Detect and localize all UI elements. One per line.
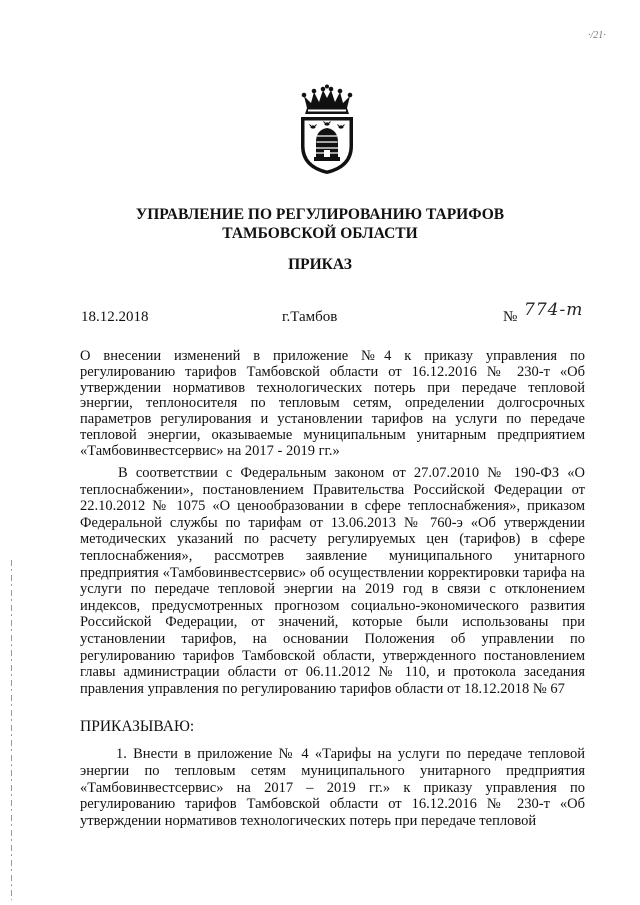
order-preamble: В соответствии с Федеральным законом от 27.07.2010 № 190-ФЗ «О теплоснабжении», постановлением Правительства Российской Федерации от 22.10.2012 № 1075 «О ценообразовании в сфере теплоснабжения», приказом Федеральной службы по тарифам от 13.06.2013 № 760-э «Об утверждении методических указаний по расчету регулируемых цен (тарифов) в сфере теплоснабжения», рассмотрев заявление муниципального унитарного предприятия «Тамбовинвестсервис» об осуществлении корректировки тарифа на услуги по передаче тепловой энергии на 2019 год в связи с отклонением индексов, предусмотренных прогнозом социально-экономического развития Российской Федерации, от значений, которые были использованы при установлении тарифов, на основании Положения об управлении по регулированию тарифов Тамбовской области, утвержденного постановлением главы администрации области от 06.11.2012 № 110, и протокола заседания правления управления по регулированию тарифов области от 18.12.2018 № 67 <box>80 465 585 697</box>
order-subject: О внесении изменений в приложение №4 к приказу управления по регулированию тарифов Тамбовской области от 16.12.2016 № 230-т «Об утверждении нормативов технологических потерь при передаче тепловой энергии, теплоносителя по тепловым сетям, определении долгосрочных параметров регулирования и установлении тарифов на услуги по передаче тепловой энергии, оказываемые муниципальным унитарным предприятием «Тамбовинвестсервис» на 2017 - 2019 гг.» <box>80 348 585 459</box>
order-city: г.Тамбов <box>282 309 338 325</box>
scan-edge-marks <box>10 560 13 900</box>
order-date: 18.12.2018 <box>81 309 149 325</box>
order-directive: ПРИКАЗЫВАЮ: <box>80 718 195 735</box>
document-type: ПРИКАЗ <box>288 256 352 273</box>
organization-title-line-1: УПРАВЛЕНИЕ ПО РЕГУЛИРОВАНИЮ ТАРИФОВ <box>135 206 505 223</box>
corner-mark: ·/21· <box>588 30 606 41</box>
order-number-label: № <box>503 309 518 325</box>
organization-title-line-2: ТАМБОВСКОЙ ОБЛАСТИ <box>222 225 418 242</box>
order-item-1: 1. Внести в приложение № 4 «Тарифы на услуги по передаче тепловой энергии по тепловым сетям муниципального унитарного предприятия «Тамбовинвестсервис» на 2017 – 2019 гг.» к приказу управления по регулированию тарифов Тамбовской области от 16.12.2016 № 230-т «Об утверждении нормативов технологических потерь при передаче тепловой <box>80 746 585 830</box>
organization-title <box>0 205 640 243</box>
order-number-handwritten: 774-т <box>524 300 584 320</box>
tambov-coat-of-arms-icon <box>294 84 360 176</box>
